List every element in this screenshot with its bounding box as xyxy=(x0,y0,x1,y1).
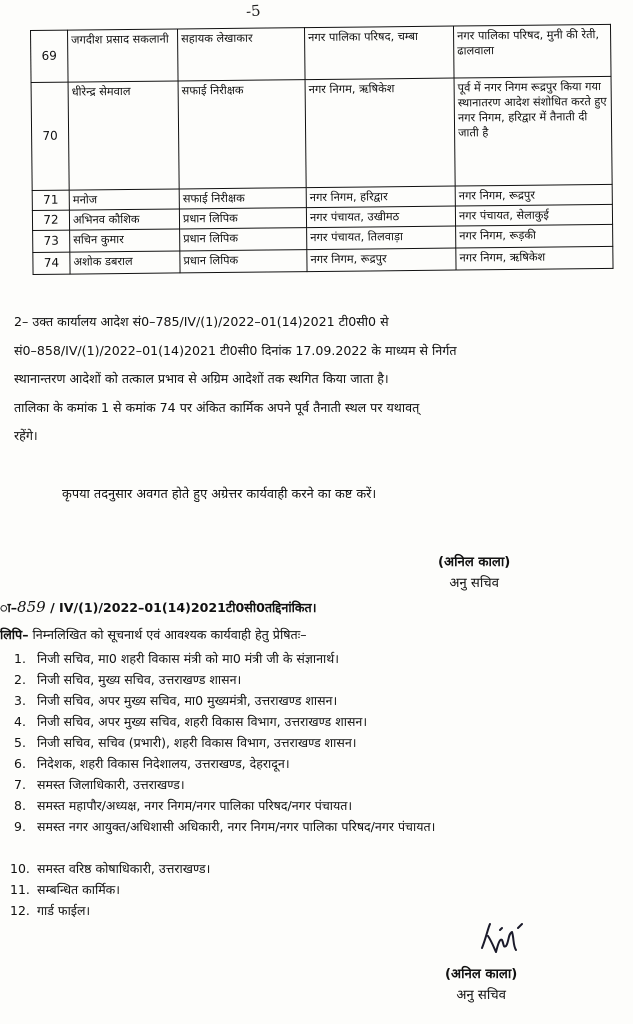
list-item xyxy=(0,900,625,921)
table-row xyxy=(31,76,612,190)
list-item-text: निजी सचिव, सचिव (प्रभारी), शहरी विकास विभाग, उत्तराखण्ड शासन। xyxy=(37,735,357,750)
list-item-text: निजी सचिव, अपर मुख्य सचिव, शहरी विकास विभाग, उत्तराखण्ड शासन। xyxy=(37,714,368,729)
post-cell: सफाई निरीक्षक xyxy=(178,80,306,189)
name-cell: धीरेन्द्र सेमवाल xyxy=(68,81,179,190)
new-posting-cell: नगर निगम, रूद्रपुर xyxy=(455,184,612,206)
serial-number-cell: 74 xyxy=(33,252,70,274)
reference-line xyxy=(0,598,317,616)
signatory-name: (अनिल काला) xyxy=(438,555,511,570)
list-item-number: 7. xyxy=(14,777,26,792)
signatory-name: (अनिल काला) xyxy=(445,967,518,982)
table-row xyxy=(33,246,613,274)
list-item-number: 6. xyxy=(14,756,26,771)
list-item-number: 8. xyxy=(14,798,26,813)
paragraph-2 xyxy=(14,308,614,451)
new-posting-cell: नगर निगम, ऋषिकेश xyxy=(456,246,613,270)
paragraph-line: 2– उक्त कार्यालय आदेश सं0–785/IV/(1)/2022–01(14)2021 टी0सी0 से xyxy=(14,314,389,329)
reference-number: 859 xyxy=(17,598,46,616)
paragraph-line: रहेंगे। xyxy=(14,428,38,443)
current-posting-cell: नगर निगम, हरिद्वार xyxy=(306,186,455,208)
serial-number-cell: 69 xyxy=(31,30,69,82)
post-cell: प्रधान लिपिक xyxy=(179,208,306,229)
list-item-text: समस्त जिलाधिकारी, उत्तराखण्ड। xyxy=(37,777,185,792)
transfer-table xyxy=(30,24,614,275)
list-item-number: 2. xyxy=(14,672,26,687)
list-item-text: समस्त वरिष्ठ कोषाधिकारी, उत्तराखण्ड। xyxy=(37,861,211,876)
current-posting-cell: नगर पंचायत, तिलवाड़ा xyxy=(307,226,456,250)
list-item xyxy=(0,690,625,711)
signature-block-2 xyxy=(445,964,517,1006)
serial-number-cell: 70 xyxy=(31,82,69,190)
list-item-number: 5. xyxy=(14,735,26,750)
list-item xyxy=(0,753,625,774)
list-item xyxy=(0,879,625,900)
list-item xyxy=(0,732,625,753)
list-item-number: 1. xyxy=(14,651,26,666)
signature-mark xyxy=(478,918,528,960)
list-item-text: समस्त नगर आयुक्त/अधिशासी अधिकारी, नगर निगम/नगर पालिका परिषद/नगर पंचायत। xyxy=(37,819,436,834)
name-cell: अभिनव कौशिक xyxy=(69,209,179,230)
list-item-number: 4. xyxy=(14,714,26,729)
post-cell: प्रधान लिपिक xyxy=(180,250,307,273)
signature-block-1 xyxy=(438,552,510,594)
name-cell: अशोक डबराल xyxy=(70,251,180,274)
list-item-number: 10. xyxy=(10,861,30,876)
copy-text: निम्नलिखित को सूचनार्थ एवं आवश्यक कार्यवाही हेतु प्रेषितः– xyxy=(32,627,307,642)
signatory-designation: अनु सचिव xyxy=(449,576,499,591)
current-posting-cell: नगर पालिका परिषद, चम्बा xyxy=(304,26,454,80)
signatory-designation: अनु सचिव xyxy=(456,988,506,1003)
post-cell: प्रधान लिपिक xyxy=(180,228,307,251)
list-item-number: 9. xyxy=(14,819,26,834)
list-item-number: 11. xyxy=(10,882,30,897)
list-item-text: सम्बन्धित कार्मिक। xyxy=(37,882,121,897)
table-row xyxy=(31,24,612,82)
post-cell: सहायक लेखाकार xyxy=(177,28,305,81)
reference-rest: / IV/(1)/2022–01(14)2021टी0सी0तद्दिनांकित। xyxy=(50,600,317,615)
list-item xyxy=(0,795,625,816)
name-cell: सचिन कुमार xyxy=(70,229,180,252)
list-item xyxy=(0,711,625,732)
list-item xyxy=(0,774,625,795)
list-item-text: समस्त महापौर/अध्यक्ष, नगर निगम/नगर पालिका परिषद/नगर पंचायत। xyxy=(37,798,353,813)
serial-number-cell: 71 xyxy=(32,190,69,210)
paragraph-line: स्थानान्तरण आदेशों को तत्काल प्रभाव से अग्रिम आदेशों तक स्थगित किया जाता है। xyxy=(14,371,389,386)
current-posting-cell: नगर निगम, ऋषिकेश xyxy=(305,78,455,188)
request-line: कृपया तदनुसार अवगत होते हुए अग्रेत्तर कार्यवाही करने का कष्ट करें। xyxy=(62,487,377,502)
name-cell: जगदीश प्रसाद सकलानी xyxy=(68,29,179,82)
list-item xyxy=(0,648,625,669)
serial-number-cell: 73 xyxy=(33,230,70,252)
serial-number-cell: 72 xyxy=(32,210,69,230)
paragraph-line: सं0–858/IV/(1)/2022–01(14)2021 टी0सी0 दिनांक 17.09.2022 के माध्यम से निर्गत xyxy=(14,342,457,358)
post-cell: सफाई निरीक्षक xyxy=(179,188,306,209)
list-item-text: निदेशक, शहरी विकास निदेशालय, उत्तराखण्ड, देहरादून। xyxy=(37,756,290,771)
reference-prefix: ा– xyxy=(0,600,18,615)
recipients-list xyxy=(0,648,625,921)
copy-label: लिपि– xyxy=(0,627,29,642)
new-posting-cell: नगर निगम, रूड़की xyxy=(456,224,613,248)
list-item-text: निजी सचिव, मुख्य सचिव, उत्तराखण्ड शासन। xyxy=(37,672,242,687)
list-item-text: निजी सचिव, मा0 शहरी विकास मंत्री को मा0 मंत्री जी के संज्ञानार्थ। xyxy=(37,651,340,666)
new-posting-cell: नगर पालिका परिषद, मुनी की रेती, ढालवाला xyxy=(453,24,611,78)
current-posting-cell: नगर पंचायत, उखीमठ xyxy=(306,206,455,228)
list-item-text: गार्ड फाईल। xyxy=(37,903,91,918)
current-posting-cell: नगर निगम, रूद्रपुर xyxy=(307,248,456,272)
page-number-mark: -5 xyxy=(245,1,262,21)
list-item xyxy=(0,858,625,879)
copy-line xyxy=(0,626,307,643)
name-cell: मनोज xyxy=(69,189,179,210)
new-posting-cell: पूर्व में नगर निगम रूद्रपुर किया गया स्थानातरण आदेश संशोधित करते हुए नगर निगम, हरिद्वार में तैनाती दी जाती है xyxy=(454,76,612,186)
list-item-number: 3. xyxy=(14,693,26,708)
list-item xyxy=(0,816,625,858)
new-posting-cell: नगर पंचायत, सेलाकुई xyxy=(455,204,612,226)
paragraph-line: तालिका के कमांक 1 से कमांक 74 पर अंकित कार्मिक अपने पूर्व तैनाती स्थल पर यथावत् xyxy=(14,399,420,415)
list-item xyxy=(0,669,625,690)
list-item-text: निजी सचिव, अपर मुख्य सचिव, मा0 मुख्यमंत्री, उत्तराखण्ड शासन। xyxy=(37,693,338,708)
list-item-number: 12. xyxy=(10,903,30,918)
